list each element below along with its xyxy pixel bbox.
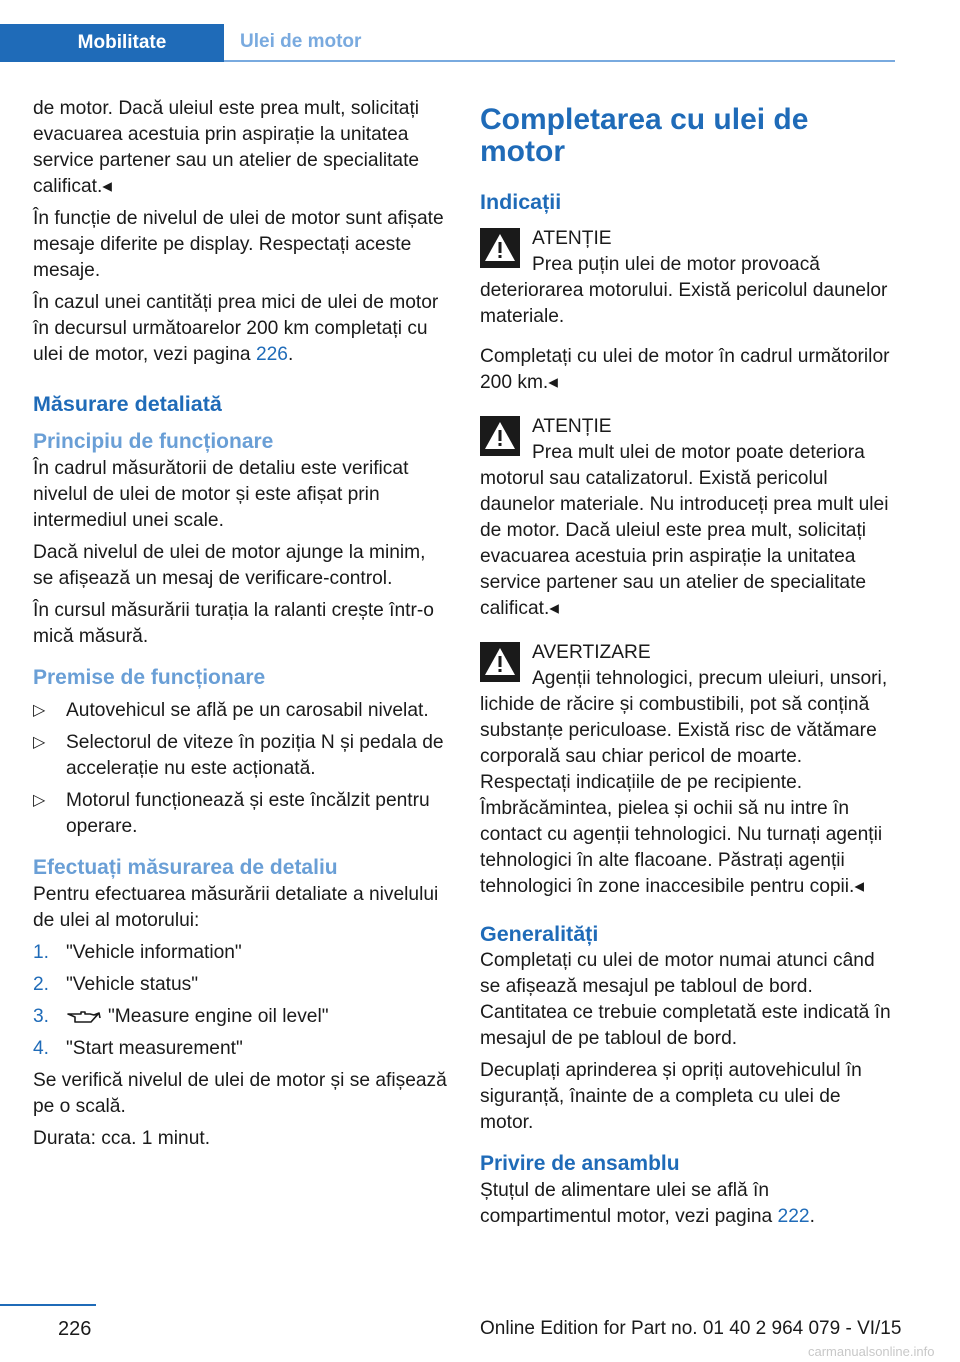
page-link-222[interactable]: 222 [777,1206,810,1227]
warning-block-3 [480,640,898,900]
footer-divider [0,1304,96,1306]
paragraph: Dacă nivelul de ulei de motor ajunge la minim, se afișează un mesaj de verificare-control. [33,542,426,589]
bullet-triangle-icon: ▷ [33,734,46,751]
oil-can-icon [66,1007,102,1027]
watermark: carmanualsonline.info [808,1344,935,1359]
paragraph: Se verifică nivelul de ulei de motor și se afișează pe o scală. [33,1070,447,1117]
page-number: 226 [58,1318,92,1340]
bullet-triangle-icon: ▷ [33,792,46,809]
tab-ulei-de-motor[interactable]: Ulei de motor [224,24,895,62]
paragraph: În cadrul măsurătorii de detaliu este verificat nivelul de ulei de motor și este afișat prin intermediul unei scale. [33,458,409,531]
list-item: 4. "Start measurement" [33,1038,243,1059]
heading-premise: Premise de funcționare [33,666,266,689]
bullet-triangle-icon: ▷ [33,702,46,719]
paragraph: În cursul măsurării turația la ralanti crește într-o mică măsură. [33,600,434,647]
left-column [33,96,451,1158]
paragraph: Decuplați aprinderea și opriți autovehiculul în siguranță, înainte de a completa cu ulei de motor. [480,1060,862,1133]
warning-title: ATENȚIE [532,416,612,437]
steps-list [33,940,451,1062]
paragraph: Completați cu ulei de motor în cadrul următorilor 200 km.◂ [480,346,890,393]
heading-indicatii: Indicații [480,190,562,214]
warning-text: Prea puțin ulei de motor provoacă deteriorarea motorului. Există pericolul daunelor materiale. [480,254,888,327]
right-column [480,96,898,1236]
page-title: Completarea cu ulei de motor [480,103,809,168]
warning-block-2 [480,414,898,622]
prerequisite-list [33,698,451,840]
heading-privire: Privire de ansamblu [480,1152,680,1175]
list-item: 1. "Vehicle information" [33,942,242,963]
edition-info: Online Edition for Part no. 01 40 2 964 079 - VI/15 [480,1318,902,1339]
list-item: ▷ Selectorul de viteze în poziția N și pedala de accelerație nu este acționată. [33,732,444,779]
warning-triangle-icon [480,642,520,682]
warning-triangle-icon [480,416,520,456]
paragraph: Durata: cca. 1 minut. [33,1128,211,1149]
list-item: ▷ Motorul funcționează și este încălzit pentru operare. [33,790,430,837]
heading-principiu: Principiu de funcționare [33,430,274,453]
page-link-226[interactable]: 226 [255,344,288,365]
warning-text: Agenții tehnologici, precum uleiuri, unsori, lichide de răcire și combustibili, pot să conțină substanțe periculoase. Există risc de vătămare corporală sau chiar pericol de moarte. Respectați indicațiile de pe recipiente. Îmbrăcămintea, pielea și ochii să nu intre în contact cu agenții tehnologici. Nu turnați agenții tehnologici în alte flacoane. Păstrați agenții tehnologici în zone inaccesibile pentru copii.◂ [480,668,888,897]
heading-masurare-detaliata: Măsurare detaliată [33,392,222,416]
warning-triangle-icon [480,228,520,268]
warning-title: ATENȚIE [532,228,612,249]
warning-title: AVERTIZARE [532,642,651,663]
heading-generalitati: Generalități [480,922,599,946]
tab-mobilitate[interactable]: Mobilitate [0,24,224,62]
paragraph: de motor. Dacă uleiul este prea mult, solicitați evacuarea acestuia prin aspirație la unitatea service partener sau un atelier de specialitate calificat.◂ [33,98,420,197]
paragraph: Ștuțul de alimentare ulei se află în compartimentul motor, vezi pagina 222. [480,1180,815,1227]
page-header [0,24,895,62]
heading-efectuati: Efectuați măsurarea de detaliu [33,856,338,879]
paragraph: În funcție de nivelul de ulei de motor sunt afișate mesaje diferite pe display. Respectați aceste mesaje. [33,208,444,281]
paragraph: Completați cu ulei de motor numai atunci când se afișează mesajul pe tabloul de bord. Cantitatea ce trebuie completată este indicată în mesajul de pe tabloul de bord. [480,950,891,1049]
warning-block-1 [480,226,898,330]
paragraph: Pentru efectuarea măsurării detaliate a nivelului de ulei al motorului: [33,884,439,931]
list-item: 2. "Vehicle status" [33,974,199,995]
paragraph: În cazul unei cantități prea mici de ulei de motor în decursul următoarelor 200 km completați cu ulei de motor, vezi pagina 226. [33,292,439,365]
list-item: 3. "Measure engine oil level" [33,1006,329,1027]
warning-text: Prea mult ulei de motor poate deteriora motorul sau catalizatorul. Există pericolul daunelor materiale. Nu introduceți prea mult ulei de motor. Dacă uleiul este prea mult, solicitați evacuarea acestuia prin aspirație la unitatea service partener sau un atelier de specialitate calificat.◂ [480,442,889,619]
list-item: ▷ Autovehicul se află pe un carosabil nivelat. [33,698,451,724]
